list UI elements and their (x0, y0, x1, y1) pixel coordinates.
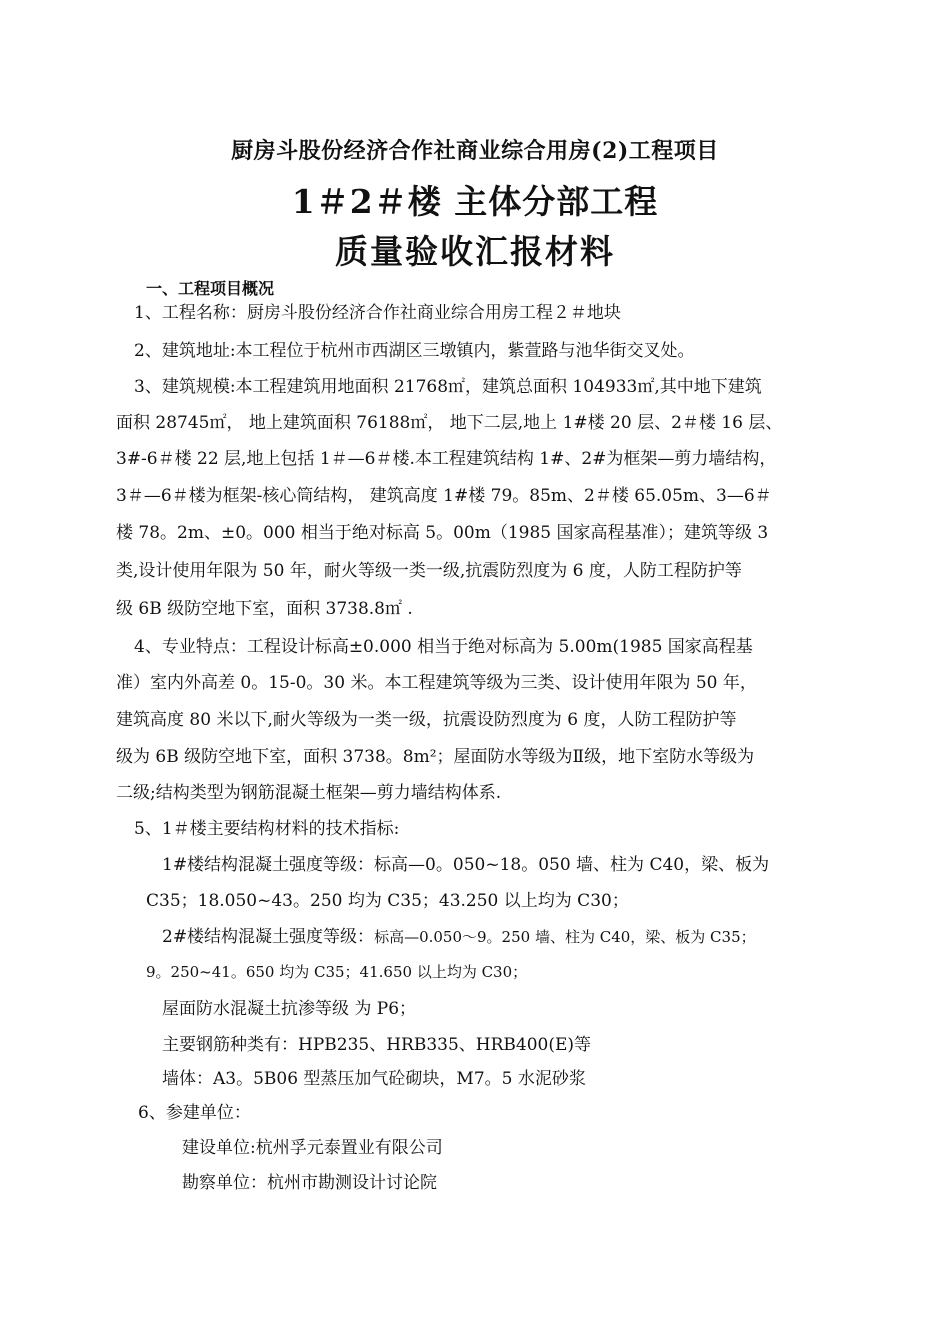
item-3-line: 面积 28745㎡， 地上建筑面积 76188㎡， 地下二层,地上 1#楼 20 层、2＃楼 16 层、 (116, 413, 783, 433)
item-1-project-name: 1、工程名称：厨房斗股份经济合作社商业综合用房工程２＃地块 (134, 303, 621, 323)
item-4-line: 级为 6B 级防空地下室，面积 3738。8m²；屋面防水等级为Ⅱ级，地下室防水等级为 (116, 747, 755, 767)
item-4-line: 4、专业特点：工程设计标高±0.000 相当于绝对标高为 5.00m(1985 国家高程基 (134, 637, 753, 657)
item-5-rebar-types: 主要钢筋种类有：HPB235、HRB335、HRB400(E)等 (162, 1035, 592, 1055)
item-6-survey-unit: 勘察单位：杭州市勘测设计讨论院 (182, 1173, 437, 1193)
item-5-roof-waterproof: 屋面防水混凝土抗渗等级 为 P6； (162, 999, 417, 1019)
item-4-line: 准）室内外高差 0。15-0。30 米。本工程建筑等级为三类、设计使用年限为 50 年， (116, 673, 757, 693)
item-4-line: 建筑高度 80 米以下,耐火等级为一类一级，抗震设防烈度为 6 度，人防工程防护等 (116, 710, 737, 730)
item-6-heading: 6、参建单位： (138, 1103, 251, 1123)
item-5-tower1-line2: C35；18.050~43。250 均为 C35；43.250 以上均为 C30； (146, 891, 629, 911)
item-5-wall-material: 墙体：A3。5B06 型蒸压加气砼砌块，M7。5 水泥砂浆 (162, 1069, 586, 1089)
item-5-heading: 5、1＃楼主要结构材料的技术指标: (134, 819, 400, 839)
item-5-tower2-label: 2#楼结构混凝土强度等级： (162, 927, 375, 947)
title-line-3: 质量验收汇报材料 (335, 232, 615, 271)
item-5-tower2-line1 (162, 922, 756, 947)
item-4-line: 二级;结构类型为钢筋混凝土框架—剪力墙结构体系. (116, 783, 502, 803)
item-3-line: 3#-6＃楼 22 层,地上包括 1＃—6＃楼.本工程建筑结构 1#、2#为框架—剪力墙结构， (116, 449, 777, 469)
title-line-2: 1＃2＃楼 主体分部工程 (291, 182, 659, 221)
item-3-line: 类,设计使用年限为 50 年，耐火等级一类一级,抗震防烈度为 6 度，人防工程防护等 (116, 561, 742, 581)
item-6-developer: 建设单位:杭州孚元泰置业有限公司 (182, 1138, 443, 1158)
item-5-tower2-line2: 9。250~41。650 均为 C35；41.650 以上均为 C30； (146, 963, 528, 981)
item-3-line: 楼 78。2m、±0。000 相当于绝对标高 5。00m（1985 国家高程基准）；建筑等级 3 (116, 523, 769, 543)
title-line-1: 厨房斗股份经济合作社商业综合用房(2)工程项目 (231, 138, 719, 164)
item-3-line: 级 6B 级防空地下室，面积 3738.8㎡ . (116, 599, 413, 619)
item-2-address: 2、建筑地址:本工程位于杭州市西湖区三墩镇内，紫萱路与池华街交叉处。 (134, 341, 695, 361)
item-5-tower2-values: 标高—0.050～9。250 墙、柱为 C40，梁、板为 C35； (374, 928, 756, 946)
item-5-tower1-line1: 1#楼结构混凝土强度等级：标高—0。050~18。050 墙、柱为 C40，梁、板为 (162, 855, 770, 875)
section-heading: 一、工程项目概况 (146, 279, 275, 298)
item-3-line: 3＃—6＃楼为框架-核心筒结构， 建筑高度 1#楼 79。85m、2＃楼 65.05m、3—6＃ (116, 486, 772, 506)
item-3-line: 3、建筑规模:本工程建筑用地面积 21768㎡，建筑总面积 104933㎡,其中地下建筑 (134, 377, 762, 397)
